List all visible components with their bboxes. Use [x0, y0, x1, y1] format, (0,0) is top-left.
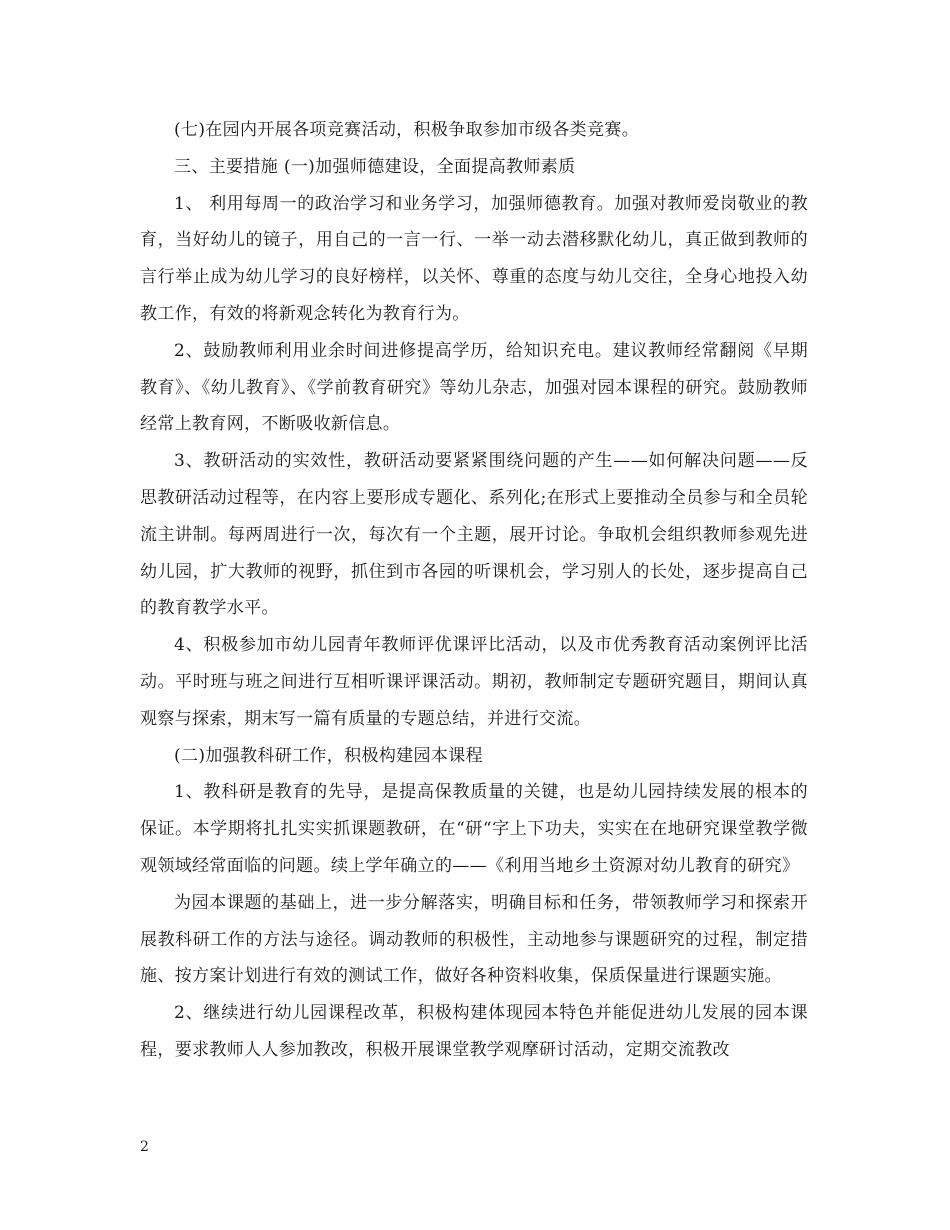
paragraph-curriculum-reform: 2、继续进行幼儿园课程改革，积极构建体现园本特色并能促进幼儿发展的园本课程，要求教师人人参加教改，积极开展课堂教学观摩研讨活动，定期交流教改 — [140, 1003, 808, 1060]
section-heading-research-curriculum: (二)加强教科研工作，积极构建园本课程 — [174, 745, 483, 766]
document-body — [140, 112, 808, 1069]
paragraph-topic-implementation: 为园本课题的基础上，进一步分解落实，明确目标和任务，带领教师学习和探索开展教科研工作的方法与途径。调动教师的积极性，主动地参与课题研究的过程，制定措施、按方案计划进行有效的测试工作，做好各种资料收集，保质保量进行课题实施。 — [140, 892, 808, 987]
paragraph-research-guidance: 1、教科研是教育的先导，是提高保教质量的关键，也是幼儿园持续发展的根本的保证。本学期将扎扎实实抓课题教研，在“研“字上下功夫，实实在在地研究课堂教学微观领域经常面临的问题。续上学年确立的——《利用当地乡土资源对幼儿教育的研究》 — [140, 782, 808, 876]
paragraph-competition: (七)在园内开展各项竞赛活动，积极争取参加市级各类竞赛。 — [174, 120, 640, 140]
paragraph-lesson-evaluation: 4、积极参加市幼儿园青年教师评优课评比活动，以及市优秀教育活动案例评比活动。平时班与班之间进行互相听课评课活动。期初，教师制定专题研究题目，期间认真观察与探索，期末写一篇有质量的专题总结，并进行交流。 — [140, 635, 808, 729]
section-heading-main-measures: 三、主要措施 (一)加强师德建设，全面提高教师素质 — [174, 156, 576, 177]
paragraph-further-study: 2、鼓励教师利用业余时间进修提高学历，给知识充电。建议教师经常翻阅《早期教育》、《幼儿教育》、《学前教育研究》等幼儿杂志，加强对园本课程的研究。鼓励教师经常上教育网，不断吸收新信息。 — [140, 340, 808, 435]
paragraph-teaching-research: 3、教研活动的实效性，教研活动要紧紧围绕问题的产生——如何解决问题——反思教研活动过程等，在内容上要形成专题化、系列化;在形式上要推动全员参与和全员轮流主讲制。每两周进行一次，每次有一个主题，展开讨论。争取机会组织教师参观先进幼儿园，扩大教师的视野，抓住到市各园的听课机会，学习别人的长处，逐步提高自己的教育教学水平。 — [140, 451, 808, 619]
paragraph-ethics-education: 1、 利用每周一的政治学习和业务学习，加强师德教育。加强对教师爱岗敬业的教育，当好幼儿的镜子，用自己的一言一行、一举一动去潜移默化幼儿，真正做到教师的言行举止成为幼儿学习的良好榜样，以关怀、尊重的态度与幼儿交往，全身心地投入幼教工作，有效的将新观念转化为教育行为。 — [140, 193, 808, 324]
page-number: 2 — [140, 1139, 149, 1155]
